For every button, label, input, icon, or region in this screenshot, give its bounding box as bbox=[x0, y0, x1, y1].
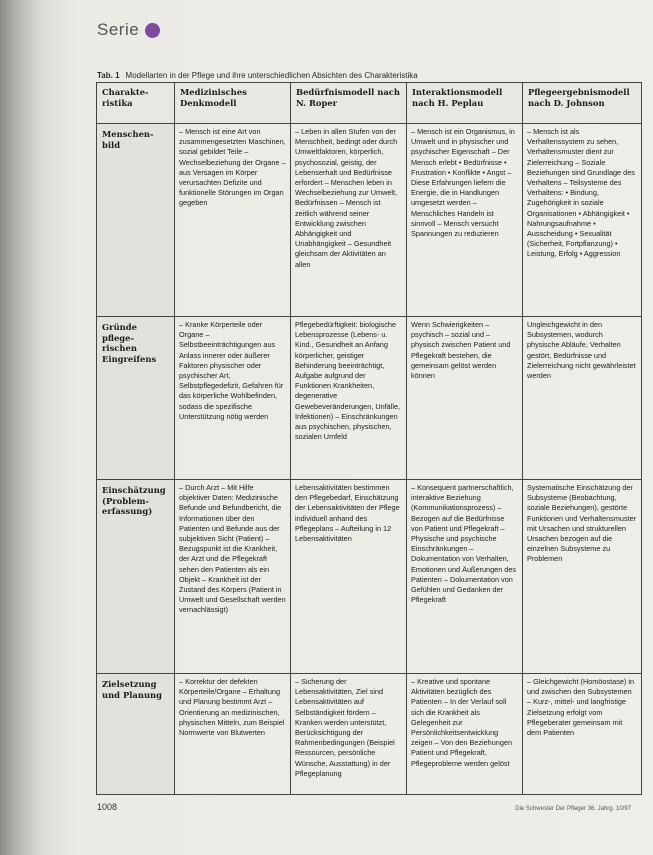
row-header: Einschätzung (Problem- erfassung) bbox=[97, 480, 175, 674]
table-cell: – Konsequent partnerschaftlich, interaktive Beziehung (Kommunikationsprozess) – Bezogen auf die Bedürfnisse von Patient und Pflegekraft – Physische und psychische Einschränkungen – Dokumentation von Verhalten, Emotionen und Äußerungen des Patienten – Dokumentation von Gefühlen und Gedanken der Pflegekraft bbox=[407, 480, 523, 674]
table-row bbox=[97, 317, 642, 480]
models-table bbox=[96, 82, 642, 795]
column-header: Medizinisches Denkmodell bbox=[175, 83, 291, 124]
table-header-row bbox=[97, 83, 642, 124]
journal-reference: Die Schwester Der Pfleger 36. Jahrg. 10/97 bbox=[515, 806, 631, 812]
table-caption-text: Modellarten in der Pflege und ihre unterschiedlichen Absichten des Charakteristika bbox=[125, 71, 418, 80]
table-cell: – Mensch ist eine Art von zusammengesetzten Maschinen, sozial gebildet Teile – Wechselbeziehung der Organe – aus Versagen im Körper verursachten Defizite und funktionelle Störungen im Organ gegeben bbox=[175, 124, 291, 317]
table-cell: – Kranke Körperteile oder Organe – Selbstbeeinträchtigungen aus Anlass innerer oder äußerer Faktoren physischer oder psychischer Art, Selbstpflegedefizit, Gefahren für das körperliche Wohlbefinden, sodass die spezifische Unterstützung nötig werden bbox=[175, 317, 291, 480]
table-row bbox=[97, 124, 642, 317]
table-row bbox=[97, 674, 642, 795]
column-header: Bedürfnismodell nach N. Roper bbox=[291, 83, 407, 124]
series-header bbox=[97, 20, 160, 40]
table-cell: Systematische Einschätzung der Subsysteme (Beobachtung, soziale Beziehungen), gestörte Funktionen und Verhaltensmuster mit Ursachen und strukturellen Ursachen bezogen auf die einzelnen Subsysteme zu Problemen bbox=[523, 480, 642, 674]
table-cell: – Kreative und spontane Aktivitäten bezüglich des Patienten – In der Verlauf soll sich die Krankheit als Gelegenheit zur Persönlichkeitsentwicklung zeigen – Von den Beziehungen Patient und Pflegekraft, Pflegeprobleme werden gelöst bbox=[407, 674, 523, 795]
table-cell: – Leben in allen Stufen von der Menschheit, bedingt oder durch Umweltfaktoren, körperlich, psychosozial, geistig, der Lebenserhalt und Bedürfnisse erfordert – Menschen leben in Wechselbeziehung zur Umwelt, Bedürfnissen – Mensch ist zeitlich während seiner Entwicklung zwischen Abhängigkeit und Unabhängigkeit – Gesundheit gleichsam der Aktivitäten an allen bbox=[291, 124, 407, 317]
column-header: Charakte- ristika bbox=[97, 83, 175, 124]
series-title: Serie bbox=[97, 20, 140, 39]
series-dot-icon bbox=[145, 23, 160, 38]
column-header: Pflegeergebnismodell nach D. Johnson bbox=[523, 83, 642, 124]
table-cell: – Mensch ist als Verhaltenssystem zu sehen, Verhaltensmuster dient zur Zielerreichung – Soziale Beziehungen sind Grundlage des Verhaltens – Teilsysteme des Verhaltens: • Bindung, Zugehörigkeit in soziale Organisationen • Abhängigkeit • Nahrungsaufnahme • Ausscheidung • Sexualität (Sicherheit, Fortpflanzung) • Leistung, Erfolg • Aggression bbox=[523, 124, 642, 317]
table-row bbox=[97, 480, 642, 674]
table-cell: Lebensaktivitäten bestimmen den Pflegebedarf, Einschätzung der Lebensaktivitäten der Pflege individuell anhand des Pflegeplans – Aufteilung in 12 Lebensaktivitäten bbox=[291, 480, 407, 674]
table-cell: – Gleichgewicht (Homöostase) in und zwischen den Subsystemen – Kurz-, mittel- und langfristige Zielsetzung erfolgt vom Pflegeberater gemeinsam mit dem Patienten bbox=[523, 674, 642, 795]
row-header: Gründe pflege- rischen Eingreifens bbox=[97, 317, 175, 480]
table-cell: – Mensch ist ein Organismus, in Umwelt und in physischer und psychischer Eigenschaft – Der Mensch erlebt • Bedürfnisse • Frustration • Konflikte • Angst – Diese Erfahrungen liefern die Energie, die in Handlungen umgesetzt werden – Menschliches Handeln ist sinnvoll – Mensch versucht Spannungen zu reduzieren bbox=[407, 124, 523, 317]
table-cell: – Korrektur der defekten Körperteile/Organe – Erhaltung und Planung bestimmt Arzt – Orientierung an medizinischen, physischen Mitteln, zum Beispiel Normwerte von Blutwerten bbox=[175, 674, 291, 795]
table-cell: Ungleichgewicht in den Subsystemen, wodurch physische Abläufe, Verhalten gestört, Bedürfnisse und Zielerreichung nicht gewährleistet werden bbox=[523, 317, 642, 480]
table-caption-label: Tab. 1 bbox=[97, 71, 120, 80]
table-cell: Pflegebedürftigkeit: biologische Lebensprozesse (Lebens- u. Kind., Gesundheit an Anfang körperlicher, geistiger Behinderung beeinträchtigt, Aufgabe aufgrund der Funktionen Krankheiten, degenerative Gewebeveränderungen, Unfälle, Infektionen) – Einschränkungen aus psychischen, physischen, sozialen Umfeld bbox=[291, 317, 407, 480]
page-number: 1008 bbox=[97, 802, 118, 812]
table-cell: – Durch Arzt – Mit Hilfe objektiver Daten: Medizinische Befunde und Befundbericht, die Informationen über den Patienten und Befunde aus der subjektiven Sicht (Patient) – Bezugspunkt ist die Krankheit, der Arzt und die Pflegekraft sehen den Patienten als ein Objekt – Krankheit ist der Zustand des Körpers (Patient in Umwelt und Gesellschaft werden vernachlässigt) bbox=[175, 480, 291, 674]
row-header: Menschen- bild bbox=[97, 124, 175, 317]
row-header: Zielsetzung und Planung bbox=[97, 674, 175, 795]
table-caption bbox=[97, 71, 637, 80]
table-cell: Wenn Schwierigkeiten – psychisch – sozial und – physisch zwischen Patient und Pflegekraft bestehen, die gemeinsam gelöst werden können bbox=[407, 317, 523, 480]
table-cell: – Sicherung der Lebensaktivitäten, Ziel sind Lebensaktivitäten auf Selbständigkeit fördern – Kranken werden unterstützt, Berücksichtigung der Rahmenbedingungen (Beispiel Ressourcen, persönliche Wünsche, Ausstattung) in der Pflegeplanung bbox=[291, 674, 407, 795]
column-header: Interaktionsmodell nach H. Peplau bbox=[407, 83, 523, 124]
